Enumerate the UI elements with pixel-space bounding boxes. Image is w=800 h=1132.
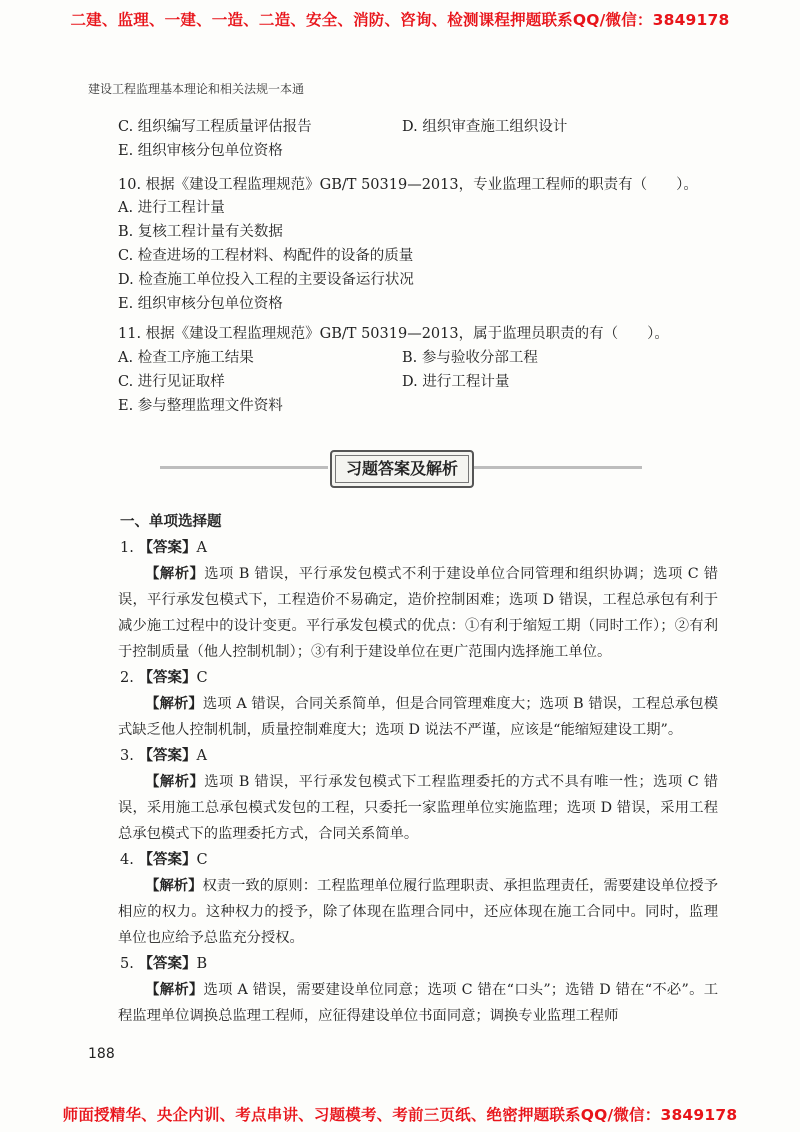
q10-option-b: B. 复核工程计量有关数据: [118, 224, 283, 240]
q10-option-a: A. 进行工程计量: [118, 200, 225, 216]
q11-option-d: D. 进行工程计量: [402, 374, 510, 390]
analysis-2: 【解析】选项 A 错误，合同关系简单，但是合同管理难度大；选项 B 错误，工程总承包模式缺乏他人控制机制，质量控制难度大；选项 D 说法不严谨，应该是“能缩短建设工期”。: [118, 696, 718, 738]
answer-5: 5. 【答案】B: [120, 956, 208, 972]
q11-option-e: E. 参与整理监理文件资料: [118, 398, 283, 414]
analysis-4: 【解析】权责一致的原则：工程监理单位履行监理职责、承担监理责任，需要建设单位授予相应的权力。这种权力的授予，除了体现在监理合同中，还应体现在施工合同中。同时，监理单位也应给予总监充分授权。: [118, 878, 719, 946]
bottom-promo-banner: 师面授精华、央企内训、考点串讲、习题模考、考前三页纸、绝密押题联系QQ/微信：3849178: [62, 1106, 738, 1124]
analysis-3: 【解析】选项 B 错误，平行承发包模式下工程监理委托的方式不具有唯一性；选项 C 错误，采用施工总承包模式发包的工程，只委托一家监理单位实施监理；选项 D 错误，采用工程总承包模式下的监理委托方式，合同关系简单。: [118, 774, 719, 842]
q11-option-c: C. 进行见证取样: [118, 374, 225, 390]
q10-option-d: D. 检查施工单位投入工程的主要设备运行状况: [118, 272, 414, 288]
q9-option-e: E. 组织审核分包单位资格: [118, 143, 283, 159]
q11-stem: 11. 根据《建设工程监理规范》GB/T 50319—2013，属于监理员职责的有（ ）。: [118, 326, 669, 342]
q10-option-c: C. 检查进场的工程材料、构配件的设备的质量: [118, 248, 414, 264]
answer-3: 3. 【答案】A: [120, 748, 207, 764]
analysis-5: 【解析】选项 A 错误，需要建设单位同意；选项 C 错在“口头”；选错 D 错在“不必”。工程监理单位调换总监理工程师，应征得建设单位书面同意；调换专业监理工程师: [118, 982, 718, 1024]
answers-section: [118, 509, 718, 1029]
q11-option-a: A. 检查工序施工结果: [118, 350, 254, 366]
answer-1: 1. 【答案】A: [120, 540, 207, 556]
running-head: 建设工程监理基本理论和相关法规一本通: [88, 82, 305, 96]
q10-option-e: E. 组织审核分包单位资格: [118, 296, 283, 312]
q9-option-c: C. 组织编写工程质量评估报告: [118, 119, 312, 135]
q9-option-d: D. 组织审查施工组织设计: [402, 119, 568, 135]
analysis-1: 【解析】选项 B 错误，平行承发包模式不利于建设单位合同管理和组织协调；选项 C 错误，平行承发包模式下，工程造价不易确定，造价控制困难；选项 D 错误，工程总承包有利于减少施工过程中的设计变更。平行承发包模式的优点：①有利于缩短工期（同时工作）；②有利于控制质量（他人控制机制）；③有利于建设单位在更广范围内选择施工单位。: [118, 566, 719, 660]
q11-option-b: B. 参与验收分部工程: [402, 350, 538, 366]
top-promo-banner: 二建、监理、一建、一造、二造、安全、消防、咨询、检测课程押题联系QQ/微信：3849178: [70, 11, 730, 29]
q10-stem: 10. 根据《建设工程监理规范》GB/T 50319—2013，专业监理工程师的职责有（ ）。: [118, 177, 698, 193]
answer-4: 4. 【答案】C: [120, 852, 208, 868]
section-title: 习题答案及解析: [330, 450, 474, 488]
title-rule-left: [160, 466, 328, 469]
subsection-heading: 一、单项选择题: [120, 514, 222, 530]
q10-options: [118, 196, 718, 316]
page-number: 188: [88, 1046, 115, 1062]
title-rule-right: [474, 466, 642, 469]
answer-2: 2. 【答案】C: [120, 670, 208, 686]
